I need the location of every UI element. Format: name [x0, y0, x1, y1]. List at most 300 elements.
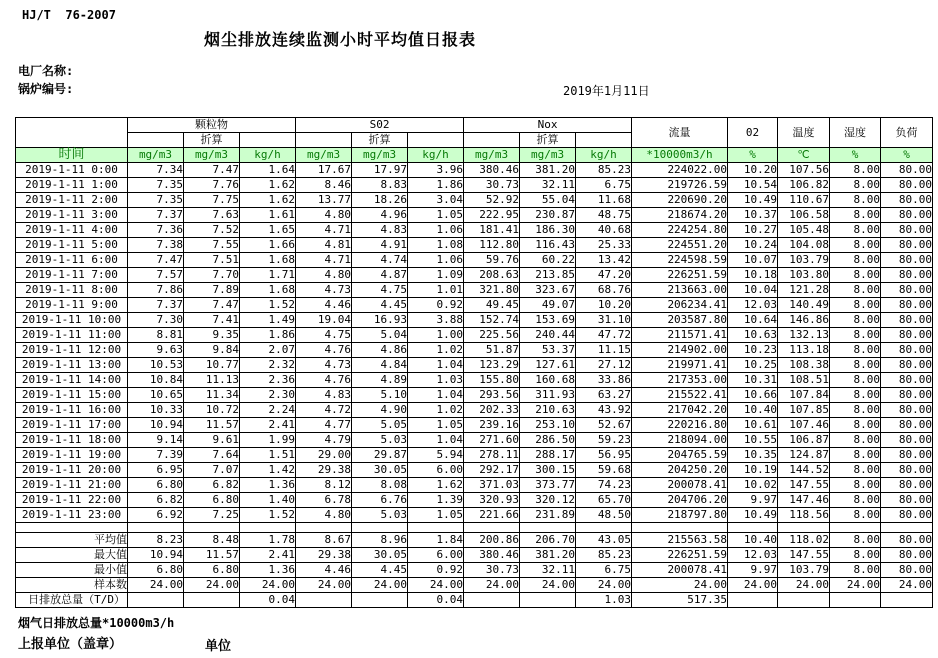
value-cell: 56.95 — [576, 448, 632, 463]
value-cell: 7.52 — [184, 223, 240, 238]
value-cell: 10.94 — [128, 418, 184, 433]
value-cell: 30.05 — [352, 463, 408, 478]
value-cell: 2.32 — [240, 358, 296, 373]
summary-value-cell: 118.02 — [778, 533, 830, 548]
value-cell: 1.52 — [240, 508, 296, 523]
value-cell: 124.87 — [778, 448, 830, 463]
spacer-row — [16, 523, 933, 533]
value-cell: 4.81 — [296, 238, 352, 253]
summary-value-cell: 24.00 — [296, 578, 352, 593]
value-cell: 1.65 — [240, 223, 296, 238]
summary-value-cell: 43.05 — [576, 533, 632, 548]
value-cell: 17.67 — [296, 163, 352, 178]
converted-header-so2: 折算 — [352, 133, 408, 148]
summary-value-cell: 24.00 — [184, 578, 240, 593]
value-cell: 80.00 — [881, 163, 933, 178]
value-cell: 320.93 — [464, 493, 520, 508]
value-cell: 108.38 — [778, 358, 830, 373]
report-date: 2019年1月11日 — [563, 84, 650, 98]
summary-value-cell: 32.11 — [520, 563, 576, 578]
spacer-cell — [881, 523, 933, 533]
value-cell: 6.76 — [352, 493, 408, 508]
value-cell: 288.17 — [520, 448, 576, 463]
value-cell: 116.43 — [520, 238, 576, 253]
spacer-cell — [778, 523, 830, 533]
value-cell: 239.16 — [464, 418, 520, 433]
summary-value-cell: 6.80 — [128, 563, 184, 578]
value-cell: 8.00 — [830, 508, 881, 523]
value-cell: 9.97 — [728, 493, 778, 508]
group-header-nox: Nox — [464, 118, 632, 133]
value-cell: 1.03 — [408, 373, 464, 388]
value-cell: 8.81 — [128, 328, 184, 343]
time-cell: 2019-1-11 5:00 — [16, 238, 128, 253]
value-cell: 107.85 — [778, 403, 830, 418]
value-cell: 1.08 — [408, 238, 464, 253]
group-header-so2: S02 — [296, 118, 464, 133]
time-header-blank — [16, 118, 128, 148]
value-cell: 4.72 — [296, 403, 352, 418]
value-cell: 2.24 — [240, 403, 296, 418]
summary-value-cell: 24.00 — [352, 578, 408, 593]
value-cell: 140.49 — [778, 298, 830, 313]
value-cell: 204706.20 — [632, 493, 728, 508]
header-temperature: 温度 — [778, 118, 830, 148]
unit-header: mg/m3 — [184, 148, 240, 163]
value-cell: 29.87 — [352, 448, 408, 463]
value-cell: 80.00 — [881, 463, 933, 478]
summary-value-cell: 24.00 — [632, 578, 728, 593]
value-cell: 10.64 — [728, 313, 778, 328]
data-row — [16, 433, 933, 448]
value-cell: 10.33 — [128, 403, 184, 418]
value-cell: 380.46 — [464, 163, 520, 178]
value-cell: 8.00 — [830, 463, 881, 478]
value-cell: 10.37 — [728, 208, 778, 223]
value-cell: 4.45 — [352, 298, 408, 313]
value-cell: 10.49 — [728, 508, 778, 523]
time-header: 时间 — [16, 148, 128, 163]
value-cell: 10.20 — [728, 163, 778, 178]
flue-gas-daily-total-label: 烟气日排放总量*10000m3/h — [18, 616, 175, 630]
spacer-cell — [728, 523, 778, 533]
value-cell: 2.07 — [240, 343, 296, 358]
value-cell: 7.70 — [184, 268, 240, 283]
value-cell: 8.00 — [830, 313, 881, 328]
value-cell: 4.74 — [352, 253, 408, 268]
summary-value-cell: 200078.41 — [632, 563, 728, 578]
value-cell: 7.75 — [184, 193, 240, 208]
data-row — [16, 193, 933, 208]
summary-value-cell: 8.96 — [352, 533, 408, 548]
value-cell: 48.50 — [576, 508, 632, 523]
value-cell: 8.00 — [830, 343, 881, 358]
value-cell: 13.77 — [296, 193, 352, 208]
value-cell: 80.00 — [881, 253, 933, 268]
value-cell: 11.34 — [184, 388, 240, 403]
value-cell: 153.69 — [520, 313, 576, 328]
value-cell: 4.84 — [352, 358, 408, 373]
value-cell: 300.15 — [520, 463, 576, 478]
value-cell: 224598.59 — [632, 253, 728, 268]
value-cell: 80.00 — [881, 358, 933, 373]
summary-value-cell: 24.00 — [881, 578, 933, 593]
value-cell: 215522.41 — [632, 388, 728, 403]
value-cell: 9.63 — [128, 343, 184, 358]
summary-value-cell: 80.00 — [881, 548, 933, 563]
unit-header: *10000m3/h — [632, 148, 728, 163]
summary-value-cell: 8.48 — [184, 533, 240, 548]
summary-value-cell: 24.00 — [576, 578, 632, 593]
summary-value-cell: 380.46 — [464, 548, 520, 563]
value-cell: 7.57 — [128, 268, 184, 283]
data-row — [16, 238, 933, 253]
time-cell: 2019-1-11 2:00 — [16, 193, 128, 208]
value-cell: 63.27 — [576, 388, 632, 403]
time-cell: 2019-1-11 23:00 — [16, 508, 128, 523]
spacer-cell — [296, 523, 352, 533]
value-cell: 1.36 — [240, 478, 296, 493]
value-cell: 8.00 — [830, 418, 881, 433]
value-cell: 49.45 — [464, 298, 520, 313]
value-cell: 7.30 — [128, 313, 184, 328]
blank-cell — [408, 133, 464, 148]
value-cell: 80.00 — [881, 478, 933, 493]
data-row — [16, 163, 933, 178]
summary-value-cell: 1.03 — [576, 593, 632, 608]
value-cell: 5.03 — [352, 433, 408, 448]
value-cell: 8.00 — [830, 283, 881, 298]
value-cell: 4.87 — [352, 268, 408, 283]
page-title: 烟尘排放连续监测小时平均值日报表 — [204, 30, 477, 49]
value-cell: 55.04 — [520, 193, 576, 208]
value-cell: 105.48 — [778, 223, 830, 238]
value-cell: 5.04 — [352, 328, 408, 343]
value-cell: 4.73 — [296, 358, 352, 373]
header-humidity: 湿度 — [830, 118, 881, 148]
value-cell: 7.07 — [184, 463, 240, 478]
spacer-cell — [830, 523, 881, 533]
data-row — [16, 208, 933, 223]
value-cell: 144.52 — [778, 463, 830, 478]
value-cell: 121.28 — [778, 283, 830, 298]
time-cell: 2019-1-11 13:00 — [16, 358, 128, 373]
value-cell: 10.84 — [128, 373, 184, 388]
value-cell: 219971.41 — [632, 358, 728, 373]
value-cell: 80.00 — [881, 388, 933, 403]
value-cell: 4.75 — [352, 283, 408, 298]
value-cell: 292.17 — [464, 463, 520, 478]
value-cell: 123.29 — [464, 358, 520, 373]
value-cell: 1.04 — [408, 358, 464, 373]
value-cell: 68.76 — [576, 283, 632, 298]
header-o2: 02 — [728, 118, 778, 148]
value-cell: 12.03 — [728, 298, 778, 313]
spacer-cell — [16, 523, 128, 533]
value-cell: 107.56 — [778, 163, 830, 178]
value-cell: 200078.41 — [632, 478, 728, 493]
time-cell: 2019-1-11 22:00 — [16, 493, 128, 508]
time-cell: 2019-1-11 0:00 — [16, 163, 128, 178]
value-cell: 8.00 — [830, 178, 881, 193]
data-row — [16, 418, 933, 433]
summary-value-cell: 6.00 — [408, 548, 464, 563]
summary-value-cell: 24.00 — [128, 578, 184, 593]
value-cell: 106.87 — [778, 433, 830, 448]
unit-header: % — [728, 148, 778, 163]
value-cell: 8.00 — [830, 448, 881, 463]
value-cell: 8.00 — [830, 163, 881, 178]
summary-value-cell: 30.05 — [352, 548, 408, 563]
value-cell: 10.24 — [728, 238, 778, 253]
value-cell: 4.77 — [296, 418, 352, 433]
value-cell: 3.04 — [408, 193, 464, 208]
unit-header: mg/m3 — [520, 148, 576, 163]
summary-value-cell: 1.78 — [240, 533, 296, 548]
value-cell: 18.26 — [352, 193, 408, 208]
value-cell: 80.00 — [881, 208, 933, 223]
value-cell: 4.90 — [352, 403, 408, 418]
value-cell: 217042.20 — [632, 403, 728, 418]
value-cell: 7.47 — [184, 163, 240, 178]
value-cell: 271.60 — [464, 433, 520, 448]
value-cell: 1.62 — [408, 478, 464, 493]
unit-header: mg/m3 — [128, 148, 184, 163]
header-flow: 流量 — [632, 118, 728, 148]
value-cell: 107.84 — [778, 388, 830, 403]
unit-header: kg/h — [408, 148, 464, 163]
value-cell: 52.92 — [464, 193, 520, 208]
time-cell: 2019-1-11 17:00 — [16, 418, 128, 433]
value-cell: 181.41 — [464, 223, 520, 238]
value-cell: 8.00 — [830, 373, 881, 388]
data-row — [16, 298, 933, 313]
value-cell: 218797.80 — [632, 508, 728, 523]
value-cell: 80.00 — [881, 313, 933, 328]
value-cell: 7.63 — [184, 208, 240, 223]
spacer-cell — [632, 523, 728, 533]
value-cell: 7.86 — [128, 283, 184, 298]
summary-value-cell: 6.75 — [576, 563, 632, 578]
value-cell: 213.85 — [520, 268, 576, 283]
summary-value-cell: 11.57 — [184, 548, 240, 563]
value-cell: 10.49 — [728, 193, 778, 208]
value-cell: 1.61 — [240, 208, 296, 223]
value-cell: 10.19 — [728, 463, 778, 478]
unit-header: mg/m3 — [296, 148, 352, 163]
value-cell: 286.50 — [520, 433, 576, 448]
value-cell: 224022.00 — [632, 163, 728, 178]
data-row — [16, 358, 933, 373]
value-cell: 219726.59 — [632, 178, 728, 193]
time-cell: 2019-1-11 11:00 — [16, 328, 128, 343]
value-cell: 3.88 — [408, 313, 464, 328]
value-cell: 147.46 — [778, 493, 830, 508]
value-cell: 4.86 — [352, 343, 408, 358]
unit-label: 单位 — [205, 639, 232, 654]
time-cell: 2019-1-11 19:00 — [16, 448, 128, 463]
summary-label-sample-count: 样本数 — [16, 578, 128, 593]
value-cell: 160.68 — [520, 373, 576, 388]
value-cell: 231.89 — [520, 508, 576, 523]
converted-header-nox: 折算 — [520, 133, 576, 148]
blank-cell — [128, 133, 184, 148]
summary-value-cell: 381.20 — [520, 548, 576, 563]
value-cell: 31.10 — [576, 313, 632, 328]
report-table — [15, 117, 933, 608]
value-cell: 4.76 — [296, 373, 352, 388]
value-cell: 1.06 — [408, 253, 464, 268]
value-cell: 6.82 — [184, 478, 240, 493]
value-cell: 210.63 — [520, 403, 576, 418]
value-cell: 10.04 — [728, 283, 778, 298]
value-cell: 10.20 — [576, 298, 632, 313]
value-cell: 8.00 — [830, 403, 881, 418]
value-cell: 225.56 — [464, 328, 520, 343]
data-row — [16, 343, 933, 358]
value-cell: 80.00 — [881, 328, 933, 343]
summary-value-cell: 4.46 — [296, 563, 352, 578]
value-cell: 25.33 — [576, 238, 632, 253]
value-cell: 0.92 — [408, 298, 464, 313]
spacer-cell — [520, 523, 576, 533]
plant-name-label: 电厂名称: — [18, 64, 74, 78]
value-cell: 5.05 — [352, 418, 408, 433]
value-cell: 47.20 — [576, 268, 632, 283]
value-cell: 1.05 — [408, 418, 464, 433]
value-cell: 10.53 — [128, 358, 184, 373]
data-row — [16, 403, 933, 418]
value-cell: 10.27 — [728, 223, 778, 238]
value-cell: 49.07 — [520, 298, 576, 313]
summary-value-cell: 103.79 — [778, 563, 830, 578]
value-cell: 8.00 — [830, 208, 881, 223]
spacer-cell — [128, 523, 184, 533]
value-cell: 10.63 — [728, 328, 778, 343]
summary-value-cell: 226251.59 — [632, 548, 728, 563]
value-cell: 16.93 — [352, 313, 408, 328]
value-cell: 1.51 — [240, 448, 296, 463]
value-cell: 224254.80 — [632, 223, 728, 238]
value-cell: 85.23 — [576, 163, 632, 178]
value-cell: 80.00 — [881, 178, 933, 193]
value-cell: 1.40 — [240, 493, 296, 508]
value-cell: 80.00 — [881, 403, 933, 418]
value-cell: 8.00 — [830, 298, 881, 313]
value-cell: 1.71 — [240, 268, 296, 283]
value-cell: 80.00 — [881, 448, 933, 463]
summary-value-cell: 85.23 — [576, 548, 632, 563]
value-cell: 10.55 — [728, 433, 778, 448]
value-cell: 6.78 — [296, 493, 352, 508]
value-cell: 132.13 — [778, 328, 830, 343]
value-cell: 3.96 — [408, 163, 464, 178]
data-row — [16, 478, 933, 493]
value-cell: 7.35 — [128, 178, 184, 193]
value-cell: 1.42 — [240, 463, 296, 478]
value-cell: 220216.80 — [632, 418, 728, 433]
value-cell: 7.51 — [184, 253, 240, 268]
summary-value-cell: 24.00 — [240, 578, 296, 593]
value-cell: 5.94 — [408, 448, 464, 463]
time-cell: 2019-1-11 1:00 — [16, 178, 128, 193]
value-cell: 4.80 — [296, 268, 352, 283]
summary-value-cell: 147.55 — [778, 548, 830, 563]
value-cell: 253.10 — [520, 418, 576, 433]
value-cell: 112.80 — [464, 238, 520, 253]
value-cell: 10.25 — [728, 358, 778, 373]
value-cell: 1.06 — [408, 223, 464, 238]
value-cell: 1.86 — [240, 328, 296, 343]
spacer-cell — [408, 523, 464, 533]
value-cell: 110.67 — [778, 193, 830, 208]
value-cell: 7.38 — [128, 238, 184, 253]
summary-row-daily-total — [16, 593, 933, 608]
value-cell: 1.05 — [408, 508, 464, 523]
value-cell: 80.00 — [881, 283, 933, 298]
header-load: 负荷 — [881, 118, 933, 148]
value-cell: 8.00 — [830, 193, 881, 208]
summary-row-sample-count — [16, 578, 933, 593]
value-cell: 224551.20 — [632, 238, 728, 253]
spacer-cell — [184, 523, 240, 533]
summary-value-cell: 8.00 — [830, 548, 881, 563]
value-cell: 107.46 — [778, 418, 830, 433]
summary-label-min: 最小值 — [16, 563, 128, 578]
value-cell: 1.02 — [408, 343, 464, 358]
summary-value-cell: 24.00 — [520, 578, 576, 593]
value-cell: 9.35 — [184, 328, 240, 343]
value-cell: 65.70 — [576, 493, 632, 508]
value-cell: 11.68 — [576, 193, 632, 208]
summary-value-cell: 24.00 — [778, 578, 830, 593]
value-cell: 8.00 — [830, 268, 881, 283]
data-row — [16, 373, 933, 388]
value-cell: 29.00 — [296, 448, 352, 463]
value-cell: 208.63 — [464, 268, 520, 283]
blank-cell — [296, 133, 352, 148]
value-cell: 10.23 — [728, 343, 778, 358]
summary-value-cell: 8.00 — [830, 533, 881, 548]
summary-value-cell: 8.23 — [128, 533, 184, 548]
summary-value-cell: 6.80 — [184, 563, 240, 578]
value-cell: 147.55 — [778, 478, 830, 493]
summary-value-cell: 29.38 — [296, 548, 352, 563]
value-cell: 7.76 — [184, 178, 240, 193]
value-cell: 10.35 — [728, 448, 778, 463]
value-cell: 80.00 — [881, 193, 933, 208]
report-table-body — [16, 163, 933, 608]
value-cell: 80.00 — [881, 433, 933, 448]
value-cell: 373.77 — [520, 478, 576, 493]
value-cell: 103.79 — [778, 253, 830, 268]
value-cell: 226251.59 — [632, 268, 728, 283]
summary-value-cell: 8.67 — [296, 533, 352, 548]
value-cell: 204765.59 — [632, 448, 728, 463]
value-cell: 202.33 — [464, 403, 520, 418]
value-cell: 127.61 — [520, 358, 576, 373]
data-row — [16, 388, 933, 403]
summary-value-cell — [464, 593, 520, 608]
data-row — [16, 508, 933, 523]
value-cell: 80.00 — [881, 268, 933, 283]
value-cell: 323.67 — [520, 283, 576, 298]
value-cell: 8.00 — [830, 253, 881, 268]
value-cell: 4.71 — [296, 223, 352, 238]
value-cell: 2.36 — [240, 373, 296, 388]
summary-value-cell — [778, 593, 830, 608]
data-row — [16, 448, 933, 463]
